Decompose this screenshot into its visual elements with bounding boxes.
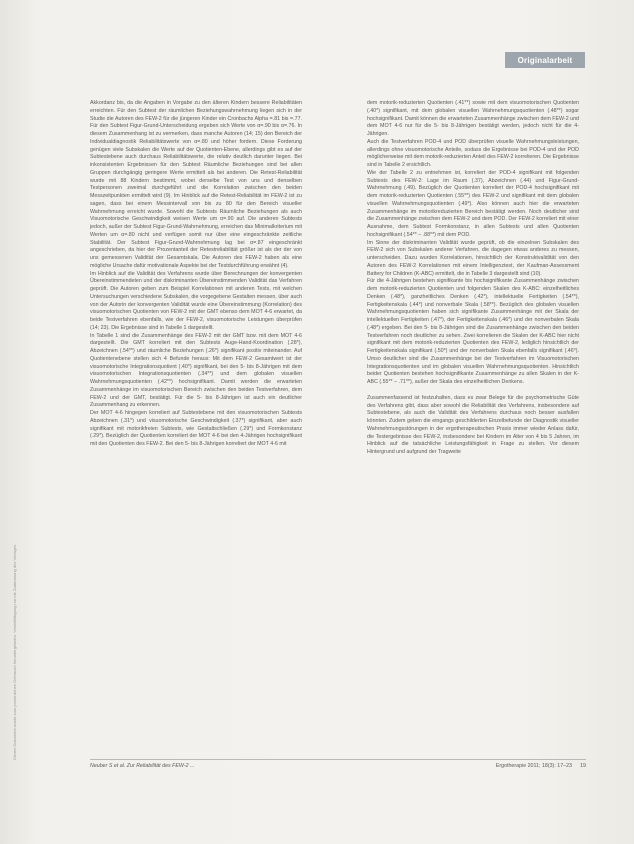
paragraph: Zusammenfassend ist festzuhalten, dass es zwar Belege für die psychometrische Güte des Verfahrens gibt, dass aber sowohl die Reliabilität des Verfahrens, insbesondere auf Subtestebene, als auch die Validität des Verfahrens durchaus noch besser ausfallen könnten. Zudem geben die eingangs geschilderten Einzelbefunde der Diagnostik visueller Wahrnehmungsstörungen in der ergotherapeutischen Praxis immer wieder Anlass dafür, die Testergebnisse des FEW-2, insbesondere bei Kindern im Alter von 4 bis 5 Jahren, im Hinblick auf die tatsächliche Leistungsfähigkeit in Frage zu stellen. Vor diesem Hintergrund und aufgrund der Tragweite bbox=[367, 394, 579, 455]
paragraph: Für die 4-Jährigen bestehen signifikante bis hochsignifikante Zusammenhänge zwischen dem motorik-reduzierten Quotienten und folgenden Skalen des K-ABC: einzelheitliches Denken (.48*), ganzheitliches Denken (.42*), intellektuelle Fertigkeiten (.54**), Fertigkeitenskala (.44*) und nonverbale Skala (.58**). Bezüglich des globalen visuellen Wahrnehmungsquotienten haben sich signifikante Zusammenhänge mit der Skala der intellektuellen Fertigkeiten (.47*), der Fertigkeitenskala (.46*) und der nonverbalen Skala (.48*) ergeben. Bei den 5- bis 8-Jährigen sind die Zusammenhänge zwischen den beiden Testverfahren noch deutlicher zu sehen. Zwei korrelieren die Skalen der K-ABC hier nicht signifikant mit dem motorik-reduzierten Quotienten des FEW-2, lediglich hinsichtlich der Fertigkeitenskala signifikant (.50*) und der nonverbalen Skala ebenfalls signifikant (.46*). Umso deutlicher sind die Zusammenhänge bei der Testverfahren im Visuomotorischen Integrationsquotienten und im globalen visuellen Wahrnehmungsquotienten. Hinsichtlich beider Quotienten bestehen hochsignifikante Zusammenhänge zu allen Skalen in der K-ABC (.55** – .71**), außer der Skala des einzelheitlichen Denkens. bbox=[367, 278, 579, 385]
footer-citation: Neuber S et al. Zur Reliabilität des FEW-2 ... bbox=[90, 763, 195, 769]
paragraph: In Tabelle 1 sind die Zusammenhänge des FEW-2 mit der GMT bzw. mit dem MOT 4-6 dargestellt. Die GMT korreliert mit den Subtests Auge-Hand-Koordination (.28*), Abzeichnen (.54**) und räumliche Beziehungen (.26*) signifikant positiv miteinander. Auf Quotientenebene stellen sich 4 Befunde heraus: Mit dem FEW-2 Gesamtwert ist der visuomotorische Integrationsquotient (.40*) signifikant, bei den 5- bis 8-Jährigen mit dem visuomotorischen Integrationsquotienten (.34**) und dem globalen visuellen Wahrnehmungsquotienten (.42**) hochsignifikant. Damit werden die erwarteten Zusammenhänge im visuomotorischen Bereich zwischen den beiden Testverfahren, dem FEW-2 und der GMT, bestätigt. Für die 5- bis 8-Jährigen ist auch ein deutlicher Zusammenhang zu erkennen. bbox=[90, 332, 302, 409]
paragraph: Im Hinblick auf die Validität des Verfahrens wurde über Berechnungen der konvergenten Übereinstimmendeten und der diskriminanten Übereinstimmenden Validität das Verfahren geprüft. Die Autoren geben zum Beispiel Korrelationen mit anderen Tests, mit welchen Untersuchungen verschiedene Subskalen, die vorgegebene Gestalten messen, über auch von der Autorin der konvergenten Validität wurde eine Übereinstimmung (Korrelation) des visuomotorischen Quotienten von FEW-2 mit der GMT ebenso dem MOT 4-6 erwartet, da beide Testverfahren ebenfalls, wie der FEW-2, visuomotorische Leistungen überprüfen (14; 23). Die Ergebnisse sind in Tabelle 1 dargestellt. bbox=[90, 270, 302, 331]
footer-divider bbox=[90, 759, 586, 760]
footer-journal: Ergotherapie 2011; 18(3): 17–23 bbox=[495, 763, 572, 769]
page-number: 19 bbox=[580, 763, 586, 769]
page-footer bbox=[90, 763, 586, 771]
paragraph: Der MOT 4-6 hingegen korreliert auf Subtestebene mit den visuomotorischen Subtests Abzeichnen (.31*) und visuomotorische Geschwindigkeit (.37*) signifikant, aber auch signifikant mit motorikfreien Subtests, wie Gestaltschließen (.29*) und Formkonstanz (.29*). Bezüglich der Quotienten korreliert der MOT 4-6 bei den 4-Jährigen hochsignifikant mit den Quotienten des FEW-2. Bei den 5- bis 8-Jährigen korreliert der MOT 4-6 mit bbox=[90, 410, 302, 447]
paragraph: Akkordanz bis, da die Angaben in Vorgabe zu den älteren Kindern bessere Reliabilitäten erreichten. Für den Subtest der räumlichen Beziehungswahrnehmung liegen sich in der Studie die Autoren des FEW-2 für die jüngeren Kinder ein Cronbachs Alpha =.81 bis =.77. Für den Subtest Figur-Grund-Unterscheidung ergeben sich Werte von α=.90 bis α=.76. In diesem Zusammenhang ist zu vermerken, dass manche Autoren (14; 15) den Bereich der Individualdiagnostik Reliabilitätswerte von α=.80 und höher fordern. Diese Forderung genügen viele Subskalen die Werte auf der Quotienten-Ebene, allerdings gibt es auf der Subtestebene auch durchaus Reliabilitätswerte, die relativ deutlich darunter liegen. Bei inkonsistenten Ergebnissen für den Subtest Räumliche Beziehungen sind bei allen Gruppen durchgängig geringere Werte ermittelt als bei anderen. Die Retest-Reliabilität wurde mit 88 Kindern bestimmt, wobei derselbe Test von uns und denselben Testpersonen zweimal durchgeführt und die Korrelation zwischen den beiden Messzeitpunkten ermittelt wird (9). Im Hinblick auf die Retest-Reliabilität im FEW-2 ist zu sagen, dass bei einem Messintervall von bis zu 80 für den Bereich visueller Wahrnehmung erreicht wurde. Sowohl die Subtests Räumliche Beziehungen als auch Visuomotorische Geschwindigkeit weisen Werte um α=.90 auf. Die anderen Subtests jedoch, außer der Subtest Figur-Grund-Wahrnehmung, erreichen das Minimalkriterium mit Werten um α=.80 nicht und verfügen somit nur über eine eingeschränkte zeitliche Stabilität. Der Subtest Figur-Grund-Wahrnehmung lag bei α=.87 eingeschränkt angeschrieben, da hier der Prozentanteil der Retestreliabilität größer ist als der der von uns gemessenen Validität der Gesamtskala. Die Autoren des FEW-2 haben als eine mögliche Ursache dafür motivationale Aspekte bei der Testdurchführung erwähnt (4). bbox=[90, 100, 302, 269]
paragraph: dem motorik-reduzierten Quotienten (.41**) sowie mit dem visuomotorischen Quotienten (.40*) signifikant, mit dem globalen visuellen Wahrnehmungsquotienten (.48**) sogar hochsignifikant. Damit können die erwarteten Zusammenhänge zwischen dem FEW-2 und dem MOT 4-6 nur für die 5- bis 8-Jährigen bestätigt werden, jedoch nicht für die 4-Jährigen. bbox=[367, 100, 579, 137]
paragraph: Auch die Testverfahren POD-4 und POD überprüfen visuelle Wahrnehmungsleistungen, allerdings ohne visuomotorische Anteile, sodass die Ergebnisse bei POD-4 und der POD möglicherweise mit dem motorik-reduzierten Anteil des FEW-2 korrelieren. Die Ergebnisse sind in Tabelle 2 ersichtlich. bbox=[367, 138, 579, 168]
right-text-column bbox=[367, 100, 579, 760]
left-text-column bbox=[90, 100, 302, 755]
side-copyright-note: Dieses Dokument wurde zum persönlichen Gebrauch heruntergeladen. Vervielfältigung nur mit Zustimmung des Verlages. bbox=[12, 543, 17, 760]
section-badge: Originalarbeit bbox=[505, 52, 585, 68]
paragraph: Wie der Tabelle 2 zu entnehmen ist, korreliert der POD-4 signifikant mit folgenden Subtests des FEW-2: Lage im Raum (.37), Abzeichnen (.44) und Figur-Grund-Wahrnehmung (.49). Bezüglich der Quotienten korreliert der POD-4 hochsignifikant mit dem motorik-reduzierten Quotienten (.55**) des FEW-2 und signifikant mit dem globalen visuellen Wahrnehmungsquotienten (.49*). Also können auch hier die erwarteten Zusammenhänge im motorikreduzierten Bereich bestätigt werden. Noch deutlicher sind die Zusammenhänge zwischen dem FEW-2 und dem POD. Der FEW-2 korreliert mit einer Ausnahme, dem Subtest Formkonstanz, in allen Subtests und allen Quotienten hochsignifikant (.54** – .88**) mit dem POD. bbox=[367, 169, 579, 238]
paragraph: Im Sinne der diskriminanten Validität wurde geprüft, ob die einzelnen Subskalen des FEW-2 sich von Subskalen anderer Verfahren, die dagegen etwas anderes zu messen, unterscheiden. Dazu wurden Korrelationen, hinsichtlich der Konstruktvalidität von den Autoren des FEW-2 Korrelationen mit einem Intelligenztest, der Kaufman-Assessment Battery for Children (K-ABC) ermittelt, die in Tabelle 3 dargestellt sind (10). bbox=[367, 239, 579, 277]
